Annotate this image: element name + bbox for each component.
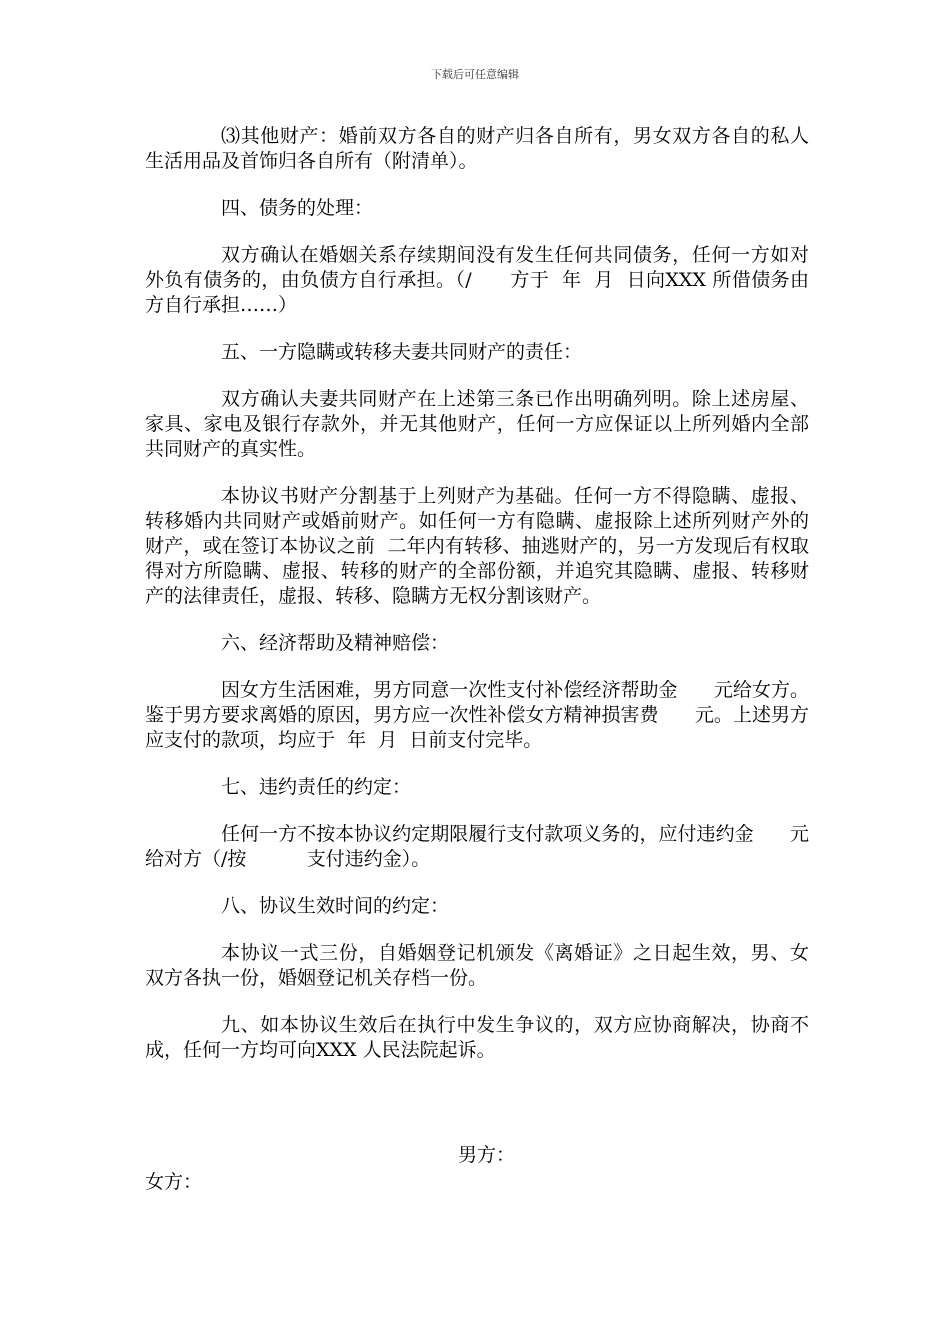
paragraph-breach: 任何一方不按本协议约定期限履行支付款项义务的，应付违约金 元给对方（/按 支付违约金）。 [145,823,809,870]
paragraph-compensation: 因女方生活困难，男方同意一次性支付补偿经济帮助金 元给女方。鉴于男方要求离婚的原因，男方应一次性补偿女方精神损害费 元。上述男方应支付的款项，均应于 年 月 日前支付完毕。 [145,679,809,751]
section-heading-debts: 四、债务的处理： [221,197,374,219]
section-heading-effective: 八、协议生效时间的约定： [221,895,450,917]
section-heading-concealment: 五、一方隐瞒或转移夫妻共同财产的责任： [221,341,583,363]
signature-male-label: 男方： [458,1144,516,1166]
signature-female-label: 女方： [145,1171,203,1193]
paragraph-other-property: ⑶其他财产：婚前双方各自的财产归各自所有，男女双方各自的私人生活用品及首饰归各自所有（附清单）。 [145,125,809,172]
paragraph-disputes: 九、如本协议生效后在执行中发生争议的，双方应协商解决，协商不成，任何一方均可向XXX 人民法院起诉。 [145,1014,809,1061]
section-heading-breach: 七、违约责任的约定： [221,776,412,798]
page-header-note: 下载后可任意编辑 [431,68,519,81]
document-body [145,124,822,1085]
paragraph-concealment-1: 双方确认夫妻共同财产在上述第三条已作出明确列明。除上述房屋、家具、家电及银行存款外，并无其他财产，任何一方应保证以上所列婚内全部共同财产的真实性。 [145,388,809,460]
section-heading-compensation: 六、经济帮助及精神赔偿： [221,632,450,654]
paragraph-debts: 双方确认在婚姻关系存续期间没有发生任何共同债务，任何一方如对外负有债务的，由负债方自行承担。（/ 方于 年 月 日向XXX 所借债务由 方自行承担……） [145,244,822,316]
paragraph-effective: 本协议一式三份，自婚姻登记机颁发《离婚证》之日起生效，男、女双方各执一份，婚姻登记机关存档一份。 [145,942,809,989]
paragraph-concealment-2: 本协议书财产分割基于上列财产为基础。任何一方不得隐瞒、虚报、转移婚内共同财产或婚前财产。如任何一方有隐瞒、虚报除上述所列财产外的财产，或在签订本协议之前 二年内有转移、抽逃财产的，另一方发现后有权取得对方所隐瞒、虚报、转移的财产的全部份额，并追究其隐瞒、虚报、转移财产的法律责任，虚报、转移、隐瞒方无权分割该财产。 [145,485,809,607]
